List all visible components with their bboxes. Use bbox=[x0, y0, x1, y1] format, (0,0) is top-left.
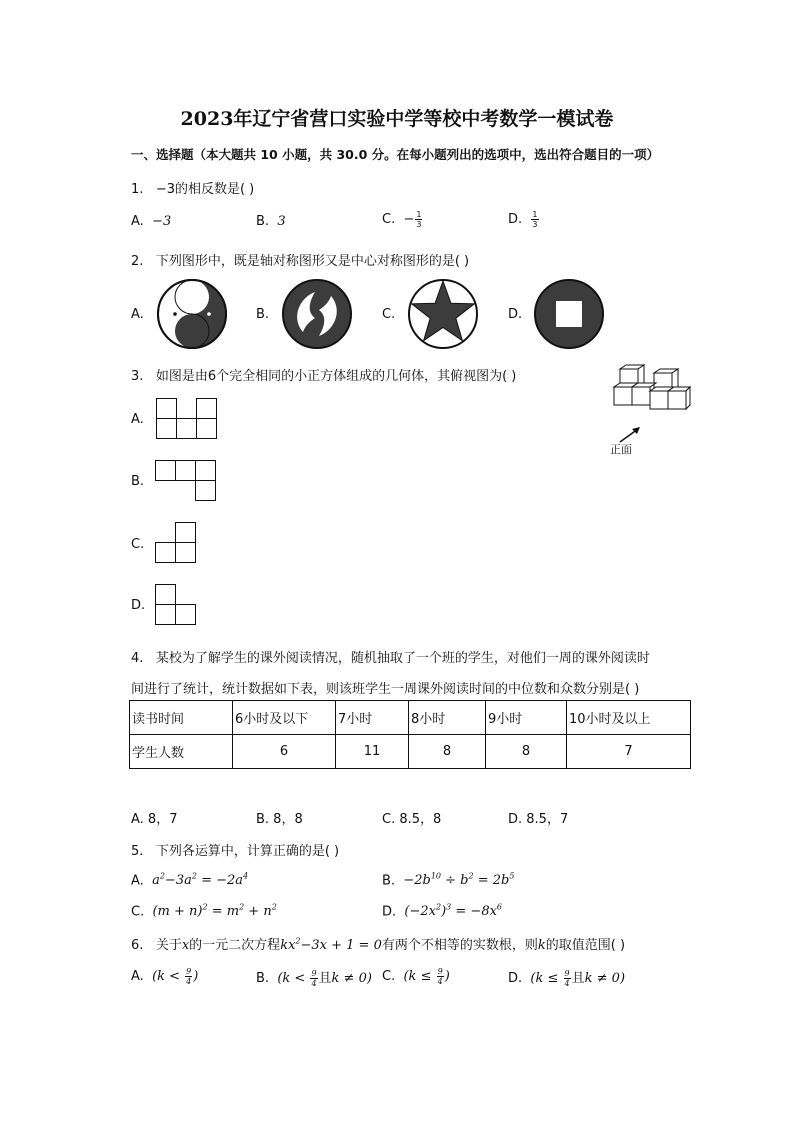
section-header: 一、选择题（本大题共 10 小题，共 30.0 分。在每小题列出的选项中，选出符合题目的一项） bbox=[131, 147, 660, 162]
question-4 bbox=[131, 647, 650, 666]
q6-option-a[interactable] bbox=[131, 967, 198, 986]
question-3 bbox=[131, 365, 516, 384]
q5-option-d[interactable] bbox=[382, 903, 502, 919]
var-x: x bbox=[181, 938, 190, 953]
q5-option-c[interactable] bbox=[131, 903, 277, 919]
q3-option-b-grid[interactable] bbox=[155, 460, 217, 502]
q5-option-b[interactable] bbox=[382, 872, 514, 888]
q4-option-d[interactable]: D. 8.5，7 bbox=[508, 812, 569, 827]
q2-option-a-label[interactable]: A. bbox=[131, 307, 144, 322]
option-label: A. bbox=[131, 969, 144, 984]
fraction: $\frac{1}{3}$ bbox=[416, 210, 422, 229]
q2-option-c-label[interactable]: C. bbox=[382, 307, 396, 322]
q1-option-c[interactable] bbox=[382, 210, 423, 229]
q1-option-a[interactable] bbox=[131, 214, 171, 229]
var-k: k bbox=[537, 938, 546, 953]
option-label: A. bbox=[131, 214, 144, 229]
question-text: 下列图形中，既是轴对称图形又是中心对称图形的是( ) bbox=[155, 254, 470, 269]
coin-square-hole-icon[interactable] bbox=[533, 278, 605, 350]
option-value: 3 bbox=[277, 214, 286, 229]
q3-option-d-grid[interactable] bbox=[155, 584, 197, 626]
q1-option-d[interactable] bbox=[508, 210, 540, 229]
q2-option-b-label[interactable]: B. bbox=[256, 307, 270, 322]
table-cell: 7 bbox=[567, 735, 691, 769]
yin-yang-icon[interactable] bbox=[156, 278, 228, 350]
table-cell: 学生人数 bbox=[130, 735, 233, 769]
front-view-label: 正面 bbox=[610, 443, 632, 456]
question-text: −3的相反数是( ) bbox=[155, 182, 255, 197]
option-label: C. bbox=[131, 904, 145, 920]
question-number: 5. bbox=[131, 844, 144, 859]
question-number: 6. bbox=[131, 938, 144, 953]
q6-option-b[interactable] bbox=[256, 967, 372, 988]
table-cell: 6 bbox=[233, 735, 336, 769]
q1-option-b[interactable] bbox=[256, 214, 286, 229]
option-formula: $-2b^{10} \div b^2 = 2b^5$ bbox=[403, 872, 515, 889]
question-text: 有两个不相等的实数根，则 bbox=[381, 938, 538, 953]
option-label: C. bbox=[382, 969, 396, 984]
q3-option-a-label[interactable]: A. bbox=[131, 412, 144, 427]
question-text: 下列各运算中，计算正确的是( ) bbox=[155, 844, 340, 859]
table-cell: 11 bbox=[336, 735, 409, 769]
question-number: 2. bbox=[131, 254, 144, 269]
question-text-line1: 某校为了解学生的课外阅读情况，随机抽取了一个班的学生，对他们一周的课外阅读时 bbox=[155, 651, 650, 666]
option-label: D. bbox=[508, 971, 523, 986]
q5-option-a[interactable] bbox=[131, 872, 248, 888]
table-cell: 10小时及以上 bbox=[567, 701, 691, 735]
option-value: −3 bbox=[152, 214, 172, 229]
option-formula: $(m + n)^2 = m^2 + n^2$ bbox=[152, 903, 277, 920]
table-cell: 8小时 bbox=[409, 701, 486, 735]
option-formula: (k ≤ $\frac{9}{4}$ ) bbox=[403, 967, 450, 986]
q3-option-a-grid[interactable] bbox=[156, 398, 218, 440]
option-label: B. bbox=[382, 873, 396, 889]
table-cell: 7小时 bbox=[336, 701, 409, 735]
page-title: 2023年辽宁省营口实验中学等校中考数学一模试卷 bbox=[180, 108, 614, 130]
table-cell: 8 bbox=[486, 735, 567, 769]
question-1 bbox=[131, 178, 254, 197]
table-cell: 6小时及以下 bbox=[233, 701, 336, 735]
q3-option-b-label[interactable]: B. bbox=[131, 474, 145, 489]
reading-time-table bbox=[129, 700, 691, 769]
star-in-circle-icon[interactable] bbox=[407, 278, 479, 350]
table-row bbox=[130, 735, 691, 769]
question-6 bbox=[131, 934, 625, 953]
q4-option-a[interactable]: A. 8，7 bbox=[131, 812, 178, 827]
table-cell: 读书时间 bbox=[130, 701, 233, 735]
option-label: B. bbox=[256, 214, 270, 229]
q4-option-c[interactable]: C. 8.5，8 bbox=[382, 812, 442, 827]
option-label: D. bbox=[382, 904, 397, 920]
swirl-emblem-icon[interactable] bbox=[281, 278, 353, 350]
question-text: 的一元二次方程 bbox=[189, 938, 281, 953]
minus-sign: − bbox=[403, 212, 415, 227]
question-text: 关于 bbox=[155, 938, 182, 953]
question-text: 的取值范围( ) bbox=[545, 938, 626, 953]
table-row bbox=[130, 701, 691, 735]
question-text: 如图是由6个完全相同的小正方体组成的几何体，其俯视图为( ) bbox=[155, 369, 517, 384]
q6-option-d[interactable] bbox=[508, 967, 625, 988]
fraction: $\frac{1}{3}$ bbox=[532, 210, 538, 229]
option-formula: (k < $\frac{9}{4}$ ) bbox=[152, 967, 199, 986]
equation: $kx^2-3x + 1 = 0$ bbox=[280, 936, 382, 953]
question-4-line2: 间进行了统计，统计数据如下表，则该班学生一周课外阅读时间的中位数和众数分别是( ) bbox=[131, 682, 640, 697]
option-label: C. bbox=[382, 212, 396, 227]
q3-option-c-grid[interactable] bbox=[155, 522, 197, 564]
option-formula: (k ≤ $\frac{9}{4}$ 且k ≠ 0) bbox=[530, 969, 626, 988]
question-5 bbox=[131, 840, 339, 859]
option-formula: $a^2-3a^2 = -2a^4$ bbox=[152, 872, 249, 889]
option-label: B. bbox=[256, 971, 270, 986]
q3-option-c-label[interactable]: C. bbox=[131, 537, 145, 552]
q6-option-c[interactable] bbox=[382, 967, 450, 986]
cube-figure bbox=[610, 365, 692, 427]
table-cell: 9小时 bbox=[486, 701, 567, 735]
q2-option-d-label[interactable]: D. bbox=[508, 307, 523, 322]
q4-option-b[interactable]: B. 8，8 bbox=[256, 812, 303, 827]
option-label: D. bbox=[508, 212, 523, 227]
option-label: A. bbox=[131, 873, 144, 889]
q3-option-d-label[interactable]: D. bbox=[131, 598, 146, 613]
question-number: 1. bbox=[131, 182, 144, 197]
question-number: 4. bbox=[131, 651, 144, 666]
option-formula: $(-2x^2)^3 = -8x^6$ bbox=[404, 903, 503, 920]
question-number: 3. bbox=[131, 369, 144, 384]
table-cell: 8 bbox=[409, 735, 486, 769]
question-2 bbox=[131, 250, 469, 269]
option-formula: (k < $\frac{9}{4}$ 且k ≠ 0) bbox=[277, 969, 372, 988]
